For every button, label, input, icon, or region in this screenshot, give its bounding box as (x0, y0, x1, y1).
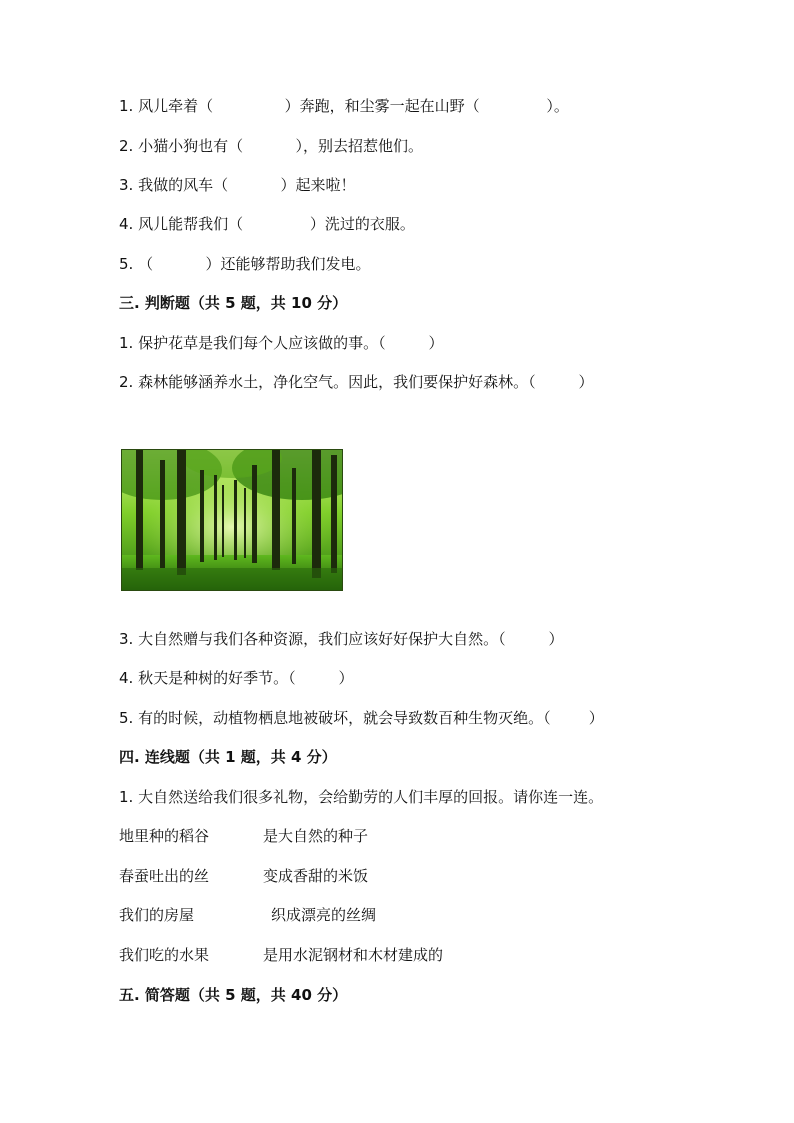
fill-blank-item-2: 2. 小猫小狗也有（ ），别去招惹他们。 (119, 137, 424, 155)
judge-item-1: 1. 保护花草是我们每个人应该做的事。（ ） (119, 334, 444, 352)
match-right-4: 是用水泥钢材和木材建成的 (263, 946, 444, 964)
section-3-heading: 三. 判断题（共 5 题，共 10 分） (119, 294, 348, 312)
match-right-3: 织成漂亮的丝绸 (271, 906, 377, 924)
fill-blank-item-3: 3. 我做的风车（ ）起来啦！ (119, 176, 356, 194)
match-question: 1. 大自然送给我们很多礼物，会给勤劳的人们丰厚的回报。请你连一连。 (119, 788, 604, 806)
match-right-2: 变成香甜的米饭 (263, 867, 369, 885)
fill-blank-item-5: 5. （ ）还能够帮助我们发电。 (119, 255, 371, 273)
judge-item-2: 2. 森林能够涵养水土，净化空气。因此，我们要保护好森林。（ ） (119, 373, 594, 391)
judge-item-3: 3. 大自然赠与我们各种资源，我们应该好好保护大自然。（ ） (119, 630, 564, 648)
forest-photo-icon (122, 450, 342, 590)
match-left-2: 春蚕吐出的丝 (119, 867, 210, 885)
section-5-heading: 五. 简答题（共 5 题，共 40 分） (119, 986, 348, 1004)
judge-item-5: 5. 有的时候，动植物栖息地被破坏，就会导致数百种生物灭绝。（ ） (119, 709, 604, 727)
judge-item-4: 4. 秋天是种树的好季节。（ ） (119, 669, 354, 687)
match-right-1: 是大自然的种子 (263, 827, 369, 845)
section-4-heading: 四. 连线题（共 1 题，共 4 分） (119, 748, 337, 766)
match-left-4: 我们吃的水果 (119, 946, 210, 964)
match-left-1: 地里种的稻谷 (119, 827, 210, 845)
fill-blank-item-1: 1. 风儿牵着（ ）奔跑，和尘雾一起在山野（ ）。 (119, 97, 569, 115)
forest-photo (121, 449, 343, 591)
match-left-3: 我们的房屋 (119, 906, 195, 924)
fill-blank-item-4: 4. 风儿能帮我们（ ）洗过的衣服。 (119, 215, 415, 233)
